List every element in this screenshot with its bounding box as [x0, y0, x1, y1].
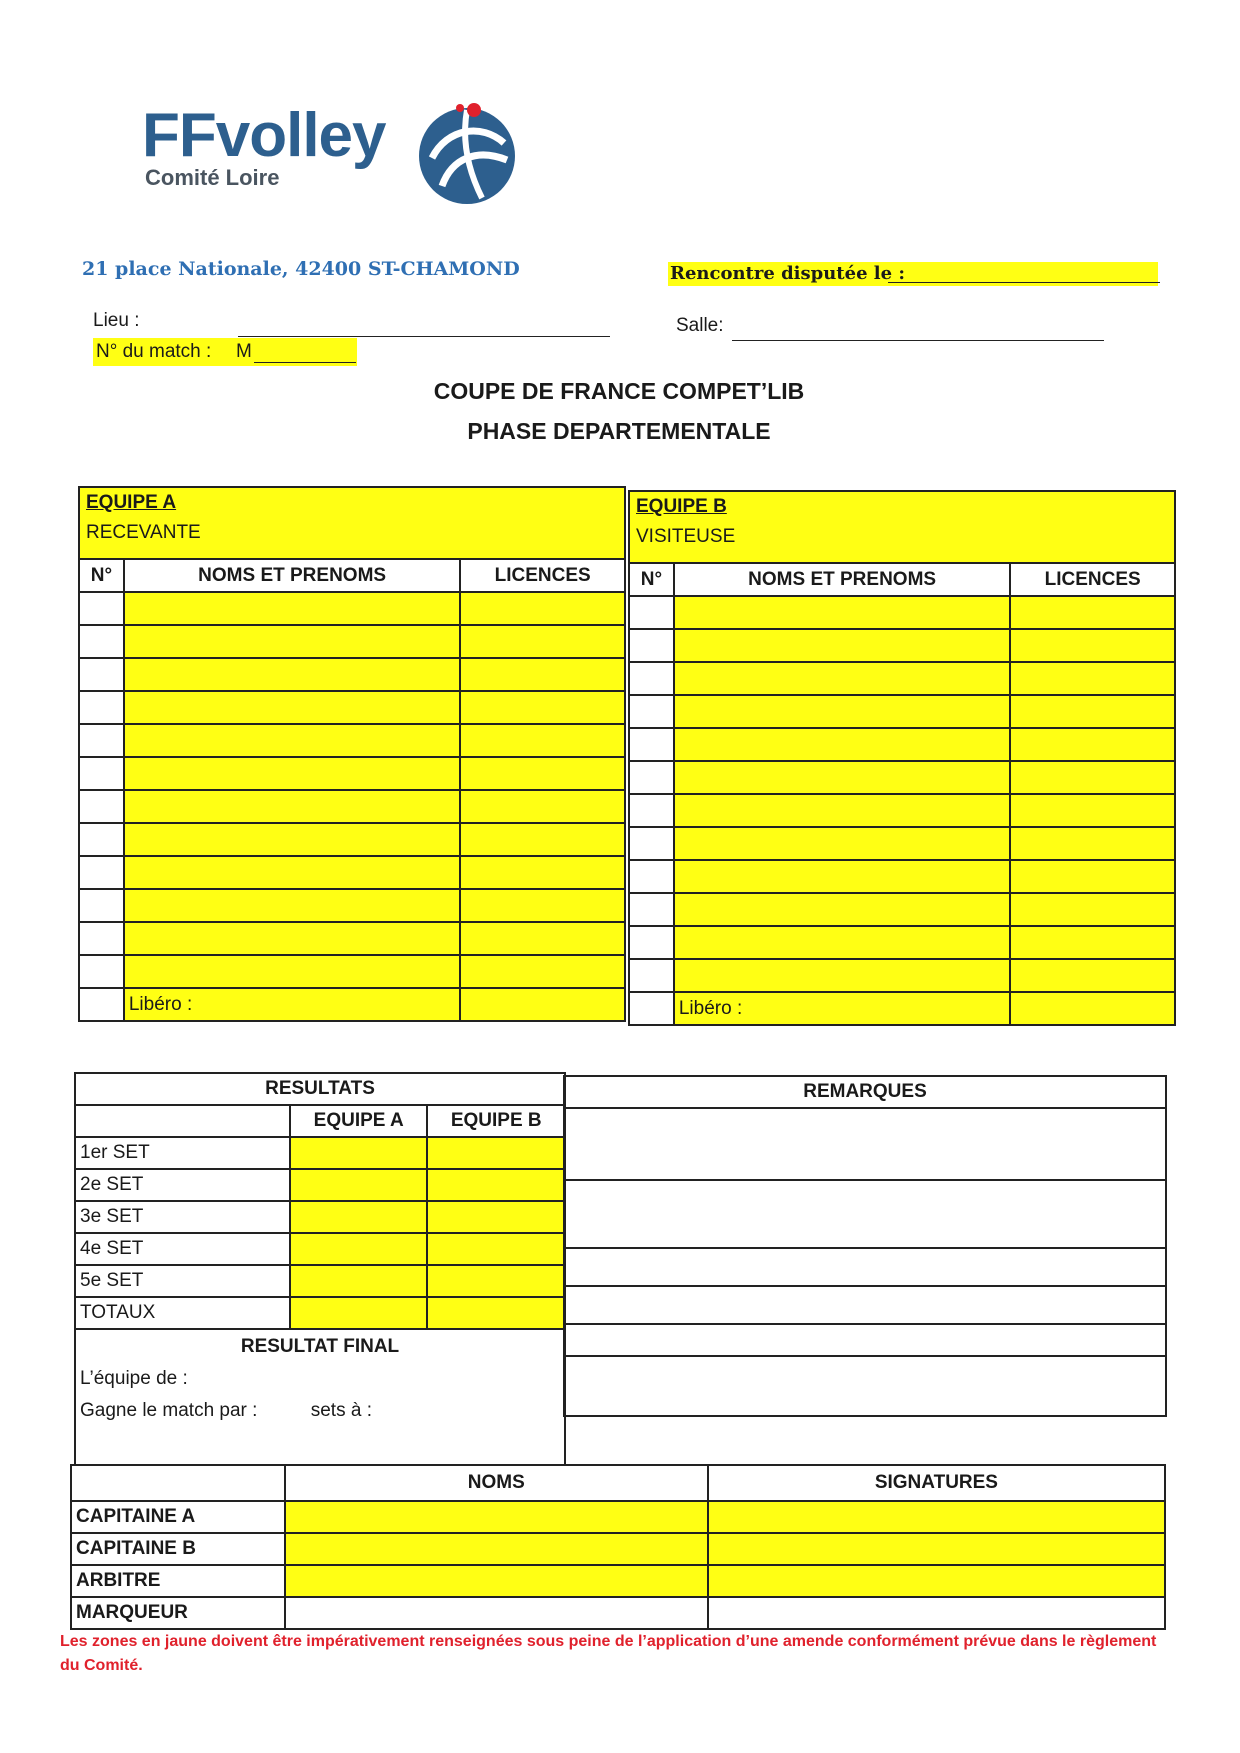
team-b-libero-row: [629, 992, 1175, 1025]
remarks-line: [564, 1356, 1166, 1416]
team-b-col-licences: LICENCES: [1010, 563, 1175, 596]
table-row: [75, 1265, 565, 1297]
team-b-libero-label[interactable]: Libéro :: [674, 992, 1011, 1025]
set-label: 1er SET: [75, 1137, 290, 1169]
team-b-player-rows: [629, 596, 1175, 1025]
table-row: [79, 922, 625, 955]
yellow-zones-notice: Les zones en jaune doivent être impérativement renseignées sous peine de l’application d’une amende conformément prévue dans le règlement du Comité.: [60, 1633, 1157, 1674]
team-a-name: EQUIPE A: [86, 492, 177, 513]
table-row: [629, 596, 1175, 629]
table-row: [629, 629, 1175, 662]
table-row: [71, 1597, 1165, 1629]
results-header: RESULTATS: [75, 1073, 565, 1105]
capitaine-a-label: CAPITAINE A: [71, 1501, 285, 1533]
brand-logo-text: FFvolley: [142, 101, 386, 170]
remarks-header: REMARQUES: [564, 1076, 1166, 1108]
table-row: [629, 662, 1175, 695]
lieu-label: Lieu :: [93, 310, 140, 331]
sets-to-label[interactable]: sets à :: [310, 1400, 372, 1421]
team-b-table: [628, 490, 1176, 1026]
team-a-libero-row: [79, 988, 625, 1021]
title-line-1: COUPE DE FRANCE COMPET’LIB: [433, 378, 805, 404]
table-row: [629, 926, 1175, 959]
table-row: [629, 761, 1175, 794]
address: 21 place Nationale, 42400 ST-CHAMOND: [82, 258, 520, 280]
table-row: [79, 856, 625, 889]
remarks-line: [564, 1324, 1166, 1356]
team-a-col-num: N°: [79, 559, 124, 592]
results-table: [74, 1072, 566, 1466]
signatures-table: [70, 1464, 1166, 1630]
table-row: [71, 1501, 1165, 1533]
lieu-input[interactable]: [238, 336, 610, 337]
table-row: [71, 1565, 1165, 1597]
table-row: [79, 790, 625, 823]
table-row: [629, 695, 1175, 728]
totals-label: TOTAUX: [75, 1297, 290, 1329]
rencontre-date-field[interactable]: [668, 262, 1164, 286]
wins-by-label[interactable]: Gagne le match par :: [80, 1400, 258, 1421]
set-label: 3e SET: [75, 1201, 290, 1233]
winning-team-label[interactable]: L’équipe de :: [80, 1368, 188, 1389]
table-row: [79, 658, 625, 691]
remarks-line: [564, 1248, 1166, 1286]
arbitre-label: ARBITRE: [71, 1565, 285, 1597]
table-row: [79, 592, 625, 625]
remarks-line: [564, 1286, 1166, 1324]
team-a-player-rows: [79, 592, 625, 1021]
team-a-col-licences: LICENCES: [460, 559, 625, 592]
rencontre-label: Rencontre disputée le :: [670, 263, 905, 284]
table-row: [79, 889, 625, 922]
capitaine-b-label: CAPITAINE B: [71, 1533, 285, 1565]
table-row: [629, 728, 1175, 761]
table-row: [629, 860, 1175, 893]
salle-input[interactable]: [732, 340, 1104, 341]
table-row: [79, 724, 625, 757]
table-row: [79, 823, 625, 856]
match-number-prefix: M: [236, 341, 252, 362]
remarks-line: [564, 1108, 1166, 1180]
table-row: [629, 893, 1175, 926]
signatures-header: SIGNATURES: [708, 1465, 1165, 1501]
table-row: [75, 1297, 565, 1329]
table-row: [79, 625, 625, 658]
table-row: [75, 1233, 565, 1265]
title-line-2: PHASE DEPARTEMENTALE: [467, 418, 771, 444]
salle-label: Salle:: [676, 315, 724, 336]
team-a-role: RECEVANTE: [86, 522, 201, 543]
remarks-line: [564, 1180, 1166, 1248]
team-b-col-num: N°: [629, 563, 674, 596]
table-row: [71, 1533, 1165, 1565]
set-label: 5e SET: [75, 1265, 290, 1297]
team-a-libero-label[interactable]: Libéro :: [124, 988, 461, 1021]
remarks-table: [563, 1075, 1167, 1417]
table-row: [629, 827, 1175, 860]
table-row: [75, 1169, 565, 1201]
table-row: [75, 1201, 565, 1233]
results-col-team-b: EQUIPE B: [427, 1105, 565, 1137]
table-row: [629, 959, 1175, 992]
match-number-label: N° du match :: [96, 341, 212, 362]
team-a-table: [78, 486, 626, 1022]
results-col-team-a: EQUIPE A: [290, 1105, 428, 1137]
team-a-col-names: NOMS ET PRENOMS: [124, 559, 461, 592]
table-row: [629, 794, 1175, 827]
table-row: [79, 691, 625, 724]
table-row: [79, 955, 625, 988]
marqueur-label: MARQUEUR: [71, 1597, 285, 1629]
volleyball-rooster-logo-icon: [412, 98, 522, 208]
table-row: [75, 1137, 565, 1169]
final-result-header: RESULTAT FINAL: [240, 1336, 400, 1357]
table-row: [79, 757, 625, 790]
team-b-role: VISITEUSE: [636, 526, 736, 547]
set-label: 2e SET: [75, 1169, 290, 1201]
noms-header: NOMS: [285, 1465, 708, 1501]
team-b-name: EQUIPE B: [636, 496, 727, 517]
brand-logo-subtitle: Comité Loire: [145, 165, 280, 190]
set-label: 4e SET: [75, 1233, 290, 1265]
team-b-col-names: NOMS ET PRENOMS: [674, 563, 1011, 596]
